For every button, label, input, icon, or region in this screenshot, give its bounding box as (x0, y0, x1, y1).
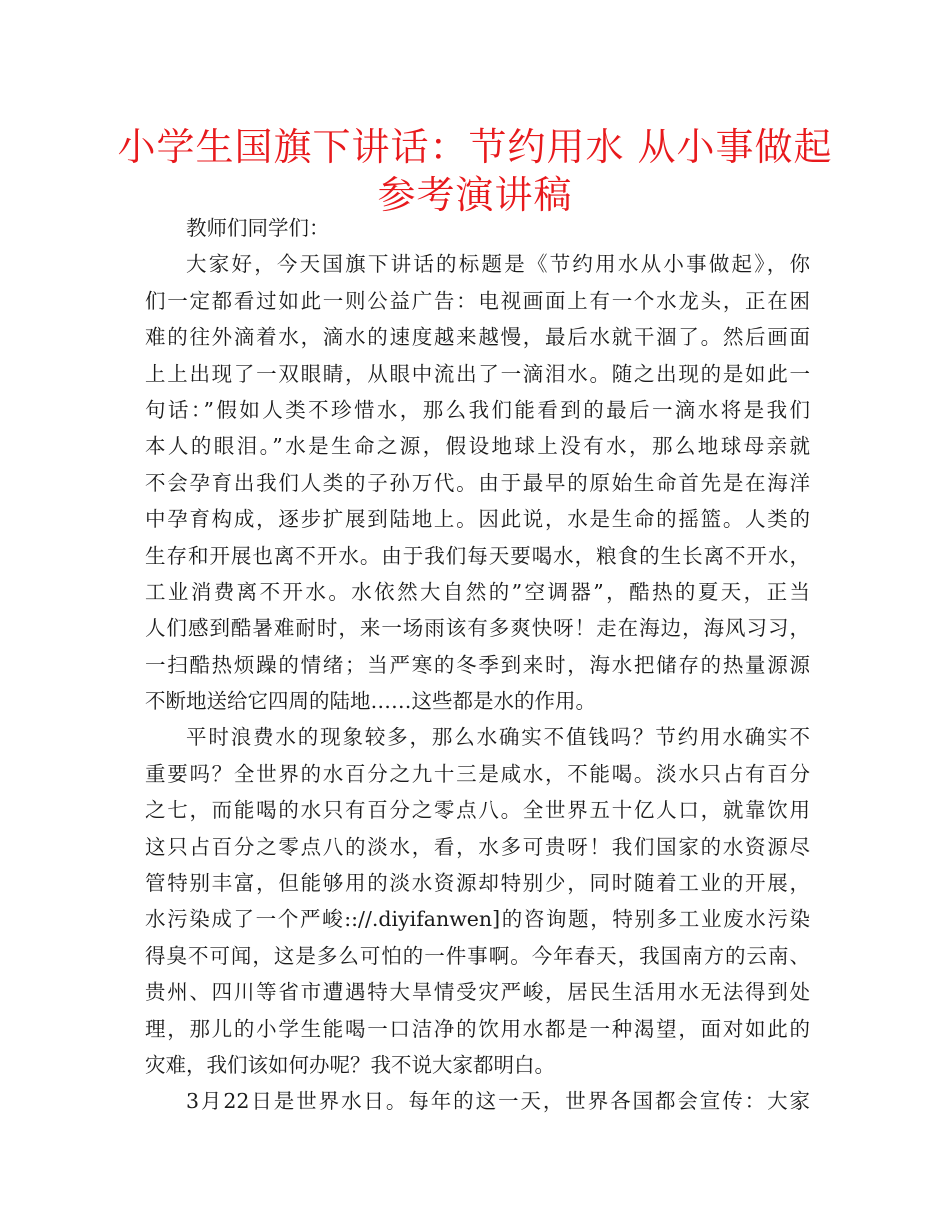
paragraph-line: 大家好，今天国旗下讲话的标题是《节约用水从小事做起》，你 (186, 252, 810, 277)
paragraph-line: 平时浪费水的现象较多，那么水确实不值钱吗？节约用水确实不 (186, 725, 810, 750)
paragraph-3 (145, 1083, 810, 1119)
paragraph-line: 们一定都看过如此一则公益广告：电视画面上有一个水龙头，正在困 (145, 288, 810, 313)
document-body (145, 210, 810, 1120)
paragraph-line: 水污染成了一个严峻:://.diyifanwen]的咨询题，特别多工业废水污染 (145, 907, 810, 932)
paragraph-line: 生存和开展也离不开水。由于我们每天要喝水，粮食的生长离不开水， (145, 543, 810, 568)
document-title-line-1: 小学生国旗下讲话：节约用水 从小事做起 (117, 125, 833, 169)
paragraph-line: 中孕育构成，逐步扩展到陆地上。因此说，水是生命的摇篮。人类的 (145, 507, 810, 532)
paragraph-line: 不断地送给它四周的陆地……这些都是水的作用。 (145, 689, 596, 714)
paragraph-2 (145, 719, 810, 1083)
paragraph-1 (145, 246, 810, 719)
paragraph-line: 之七，而能喝的水只有百分之零点八。全世界五十亿人口，就靠饮用 (145, 798, 810, 823)
paragraph-line: 人们感到酷暑难耐时，来一场雨该有多爽快呀！走在海边，海风习习， (145, 616, 810, 641)
paragraph-line: 3月22日是世界水日。每年的这一天，世界各国都会宣传：大家 (186, 1089, 810, 1114)
document-title-line-2: 参考演讲稿 (377, 173, 573, 217)
paragraph-line: 句话：”假如人类不珍惜水，那么我们能看到的最后一滴水将是我们 (145, 397, 810, 422)
paragraph-line: 一扫酷热烦躁的情绪；当严寒的冬季到来时，海水把储存的热量源源 (145, 652, 810, 677)
paragraph-line: 贵州、四川等省市遭遇特大旱情受灾严峻，居民生活用水无法得到处 (145, 980, 810, 1005)
paragraph-line: 上上出现了一双眼睛，从眼中流出了一滴泪水。随之出现的是如此一 (145, 361, 810, 386)
paragraph-line: 理，那儿的小学生能喝一口洁净的饮用水都是一种渴望，面对如此的 (145, 1016, 810, 1041)
paragraph-line: 工业消费离不开水。水依然大自然的”空调器”，酷热的夏天，正当 (145, 579, 810, 604)
paragraph-line: 难的往外滴着水，滴水的速度越来越慢，最后水就干涸了。然后画面 (145, 325, 810, 350)
paragraph-line: 不会孕育出我们人类的子孙万代。由于最早的原始生命首先是在海洋 (145, 470, 810, 495)
paragraph-line: 管特别丰富，但能够用的淡水资源却特别少，同时随着工业的开展， (145, 871, 810, 896)
paragraph-line: 这只占百分之零点八的淡水，看，水多可贵呀！我们国家的水资源尽 (145, 834, 810, 859)
salutation: 教师们同学们： (186, 216, 330, 240)
paragraph-line: 本人的眼泪。”水是生命之源，假设地球上没有水，那么地球母亲就 (145, 434, 810, 459)
paragraph-line: 重要吗？全世界的水百分之九十三是咸水，不能喝。淡水只占有百分 (145, 761, 810, 786)
paragraph-line: 得臭不可闻，这是多么可怕的一件事啊。今年春天，我国南方的云南、 (145, 943, 810, 968)
paragraph-line: 灾难，我们该如何办呢？我不说大家都明白。 (145, 1052, 555, 1077)
